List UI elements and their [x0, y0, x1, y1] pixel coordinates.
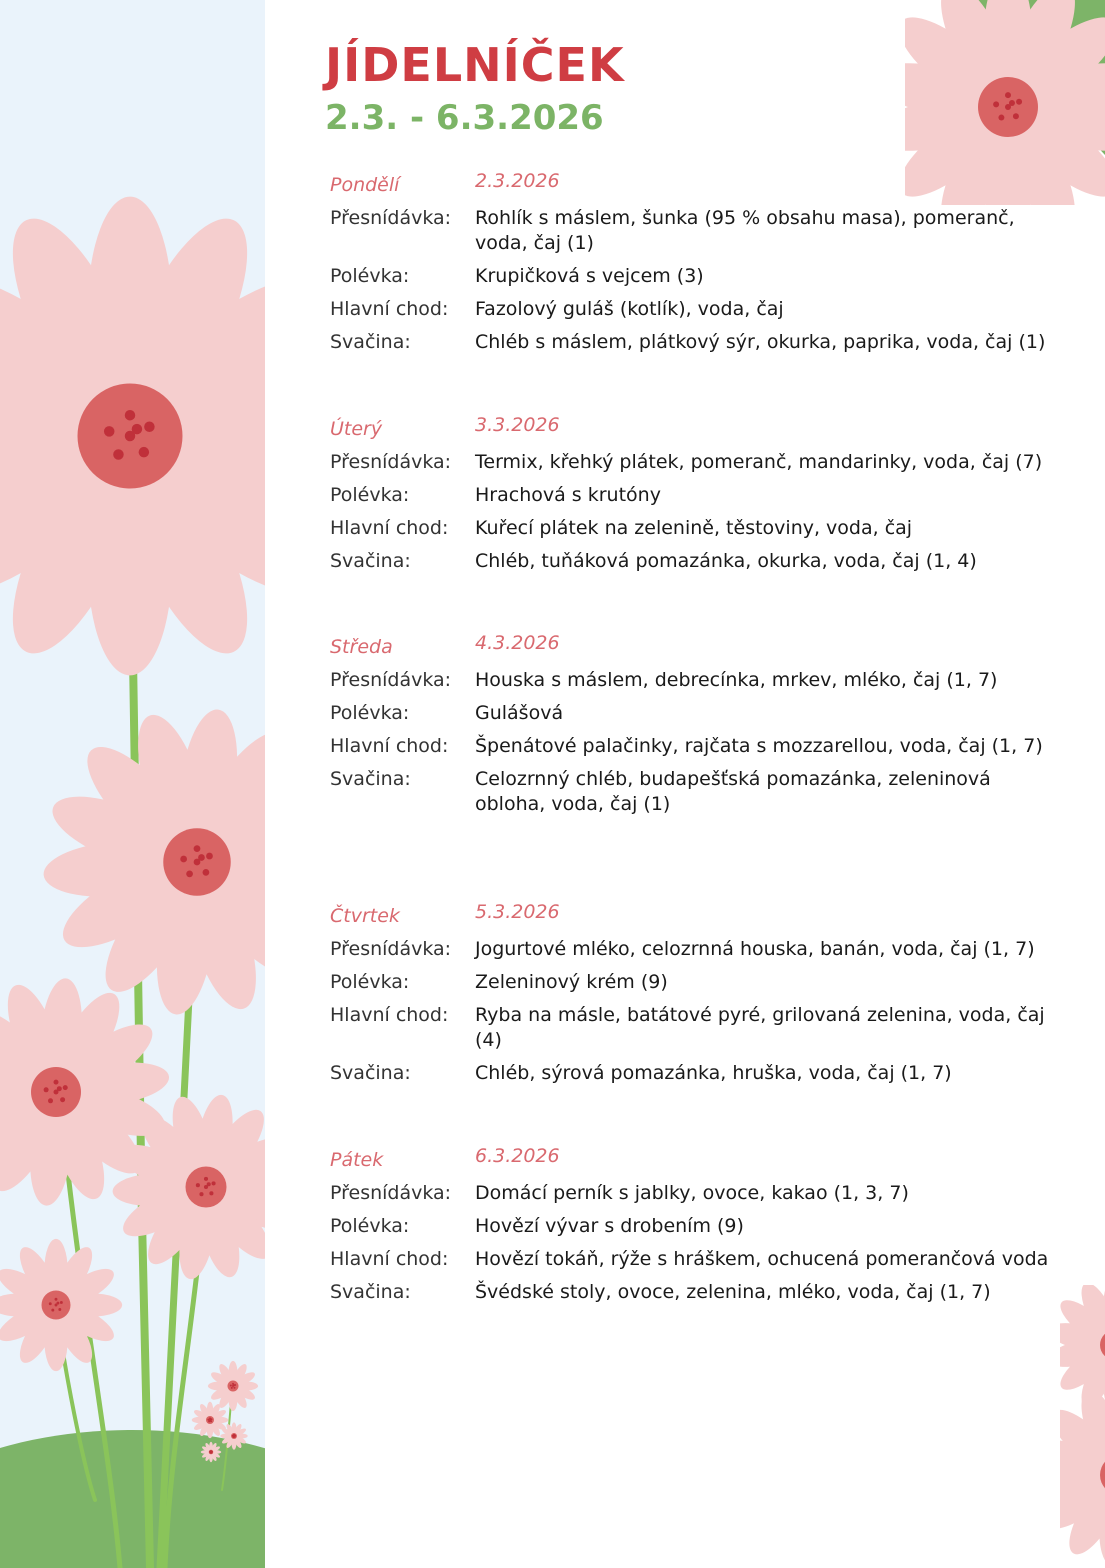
meal-row [330, 264, 1060, 289]
meal-label: Přesnídávka: [330, 451, 452, 473]
meal-value: Hovězí vývar s drobením (9) [475, 1215, 744, 1237]
flower-icon [0, 1239, 122, 1371]
meal-value: Houska s máslem, debrecínka, mrkev, mléko, čaj (1, 7) [475, 669, 998, 691]
meal-label: Hlavní chod: [330, 1248, 449, 1270]
edge-decoration [1060, 1285, 1105, 1568]
meal-value: Fazolový guláš (kotlík), voda, čaj [475, 298, 784, 320]
day-date: 3.3.2026 [475, 414, 560, 436]
meal-label: Svačina: [330, 768, 411, 790]
meal-row [330, 1280, 1060, 1305]
meal-label: Hlavní chod: [330, 517, 449, 539]
meal-value: Rohlík s máslem, šunka (95 % obsahu masa), pomeranč, voda, čaj (1) [475, 207, 1015, 254]
meal-value: Jogurtové mléko, celozrnná houska, banán, voda, čaj (1, 7) [475, 938, 1035, 960]
meal-label: Přesnídávka: [330, 1182, 452, 1204]
meal-row [330, 206, 1060, 256]
meal-row [330, 1061, 1060, 1086]
meal-label: Hlavní chod: [330, 735, 449, 757]
day-date: 2.3.2026 [475, 170, 560, 192]
meal-label: Svačina: [330, 331, 411, 353]
meal-label: Svačina: [330, 550, 411, 572]
meal-value: Chléb, sýrová pomazánka, hruška, voda, čaj (1, 7) [475, 1062, 952, 1084]
meal-row [330, 297, 1060, 322]
flower-icon [208, 1361, 258, 1411]
meal-value: Hrachová s krutóny [475, 484, 661, 506]
meal-label: Polévka: [330, 971, 410, 993]
meal-label: Polévka: [330, 484, 410, 506]
meal-row [330, 1214, 1060, 1239]
day-block-tuesday [330, 414, 1060, 582]
day-block-wednesday [330, 632, 1060, 825]
day-name: Čtvrtek [330, 905, 400, 927]
day-block-monday [330, 170, 1060, 363]
date-range: 2.3. - 6.3.2026 [325, 98, 604, 138]
meal-value: Hovězí tokáň, rýže s hráškem, ochucená pomerančová voda [475, 1248, 1049, 1270]
flower-icon [0, 197, 265, 676]
meal-row [330, 668, 1060, 693]
meal-value: Špenátové palačinky, rajčata s mozzarellou, voda, čaj (1, 7) [475, 735, 1043, 757]
meal-label: Hlavní chod: [330, 1004, 449, 1026]
meal-row [330, 1181, 1060, 1206]
meal-row [330, 549, 1060, 574]
flowers [0, 197, 265, 1463]
meal-row [330, 483, 1060, 508]
meal-row [330, 734, 1060, 759]
meal-value: Termix, křehký plátek, pomeranč, mandarinky, voda, čaj (7) [475, 451, 1043, 473]
meal-value: Kuřecí plátek na zelenině, těstoviny, voda, čaj [475, 517, 913, 539]
day-date: 5.3.2026 [475, 901, 560, 923]
flower-illustration [0, 0, 265, 1568]
day-block-friday [330, 1145, 1060, 1313]
meal-label: Hlavní chod: [330, 298, 449, 320]
meal-value: Zeleninový krém (9) [475, 971, 668, 993]
meal-label: Přesnídávka: [330, 207, 452, 229]
day-date: 6.3.2026 [475, 1145, 560, 1167]
meal-value: Chléb, tuňáková pomazánka, okurka, voda, čaj (1, 4) [475, 550, 977, 572]
meal-label: Přesnídávka: [330, 938, 452, 960]
flower-icon [41, 706, 265, 1018]
meal-label: Svačina: [330, 1062, 411, 1084]
meal-value: Domácí perník s jablky, ovoce, kakao (1, 3, 7) [475, 1182, 909, 1204]
day-name: Pátek [330, 1149, 384, 1171]
meal-row [330, 1247, 1060, 1272]
day-name: Středa [330, 636, 393, 658]
meal-label: Svačina: [330, 1281, 411, 1303]
meal-value: Celozrnný chléb, budapešťská pomazánka, zeleninová obloha, voda, čaj (1) [475, 768, 991, 815]
meal-value: Gulášová [475, 702, 564, 724]
meal-row [330, 1003, 1060, 1053]
meal-row [330, 450, 1060, 475]
meal-row [330, 701, 1060, 726]
grass-hill [0, 1430, 265, 1568]
meal-row [330, 767, 1060, 817]
edge-flowers [1060, 1285, 1105, 1568]
meal-value: Švédské stoly, ovoce, zelenina, mléko, voda, čaj (1, 7) [475, 1281, 991, 1303]
day-name: Úterý [330, 418, 383, 440]
day-date: 4.3.2026 [475, 632, 560, 654]
meal-row [330, 937, 1060, 962]
meal-label: Polévka: [330, 702, 410, 724]
meal-label: Přesnídávka: [330, 669, 452, 691]
day-block-thursday [330, 901, 1060, 1094]
meal-label: Polévka: [330, 265, 410, 287]
meal-label: Polévka: [330, 1215, 410, 1237]
meal-row [330, 330, 1060, 355]
page-title: JÍDELNÍČEK [325, 38, 625, 92]
flower-icon [1060, 1383, 1105, 1567]
meal-row [330, 970, 1060, 995]
meal-value: Krupičková s vejcem (3) [475, 265, 704, 287]
day-name: Pondělí [330, 174, 400, 196]
floral-sidebar [0, 0, 265, 1568]
meal-row [330, 516, 1060, 541]
meal-value: Chléb s máslem, plátkový sýr, okurka, paprika, voda, čaj (1) [475, 331, 1046, 353]
meal-value: Ryba na másle, batátové pyré, grilovaná zelenina, voda, čaj (4) [475, 1004, 1045, 1051]
